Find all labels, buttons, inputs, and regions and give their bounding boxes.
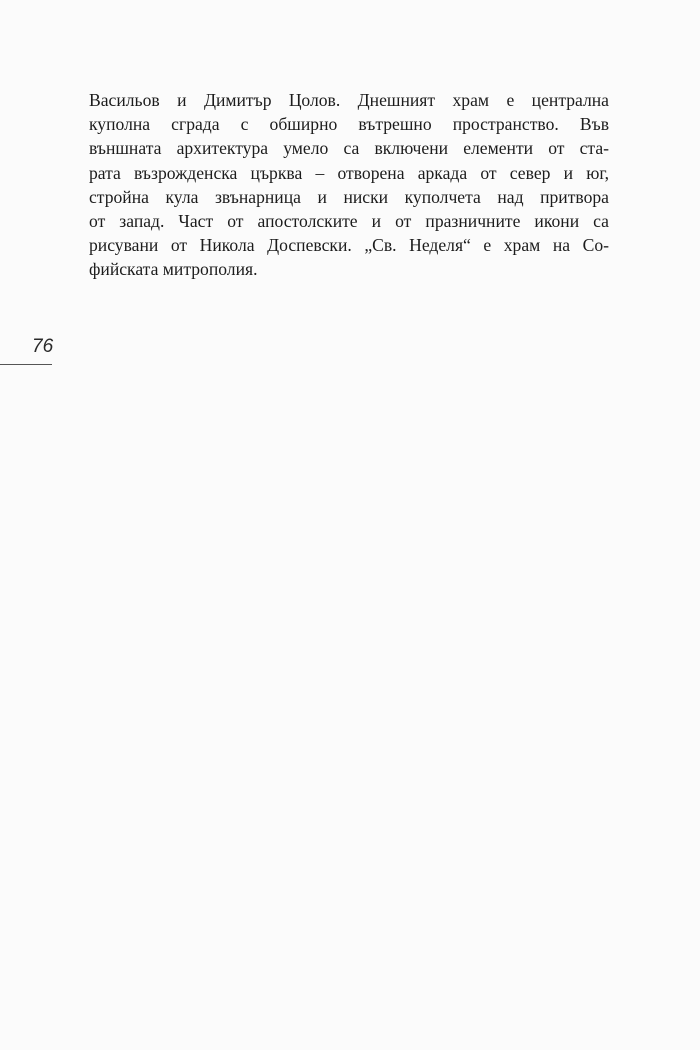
paragraph-line: рисувани от Никола Доспевски. „Св. Неделя“ е храм на Со- — [89, 235, 609, 256]
paragraph-line: външната архитектура умело са включени елементи от ста- — [89, 138, 609, 159]
paragraph-line: рата възрожденска църква – отворена аркада от север и юг, — [89, 162, 609, 183]
paragraph-line: от запад. Част от апостолските и от празничните икони са — [89, 211, 609, 232]
paragraph-line: куполна сграда с обширно вътрешно пространство. Във — [89, 114, 609, 135]
paragraph-line: фийската митрополия. — [89, 259, 258, 280]
paragraph-line: стройна кула звънарница и ниски куполчета над притвора — [89, 186, 609, 207]
paragraph-line: Васильов и Димитър Цолов. Днешният храм е централна — [89, 90, 609, 110]
page-number: 76 — [32, 336, 54, 357]
body-paragraph — [89, 88, 609, 282]
page-number-rule — [0, 364, 52, 365]
